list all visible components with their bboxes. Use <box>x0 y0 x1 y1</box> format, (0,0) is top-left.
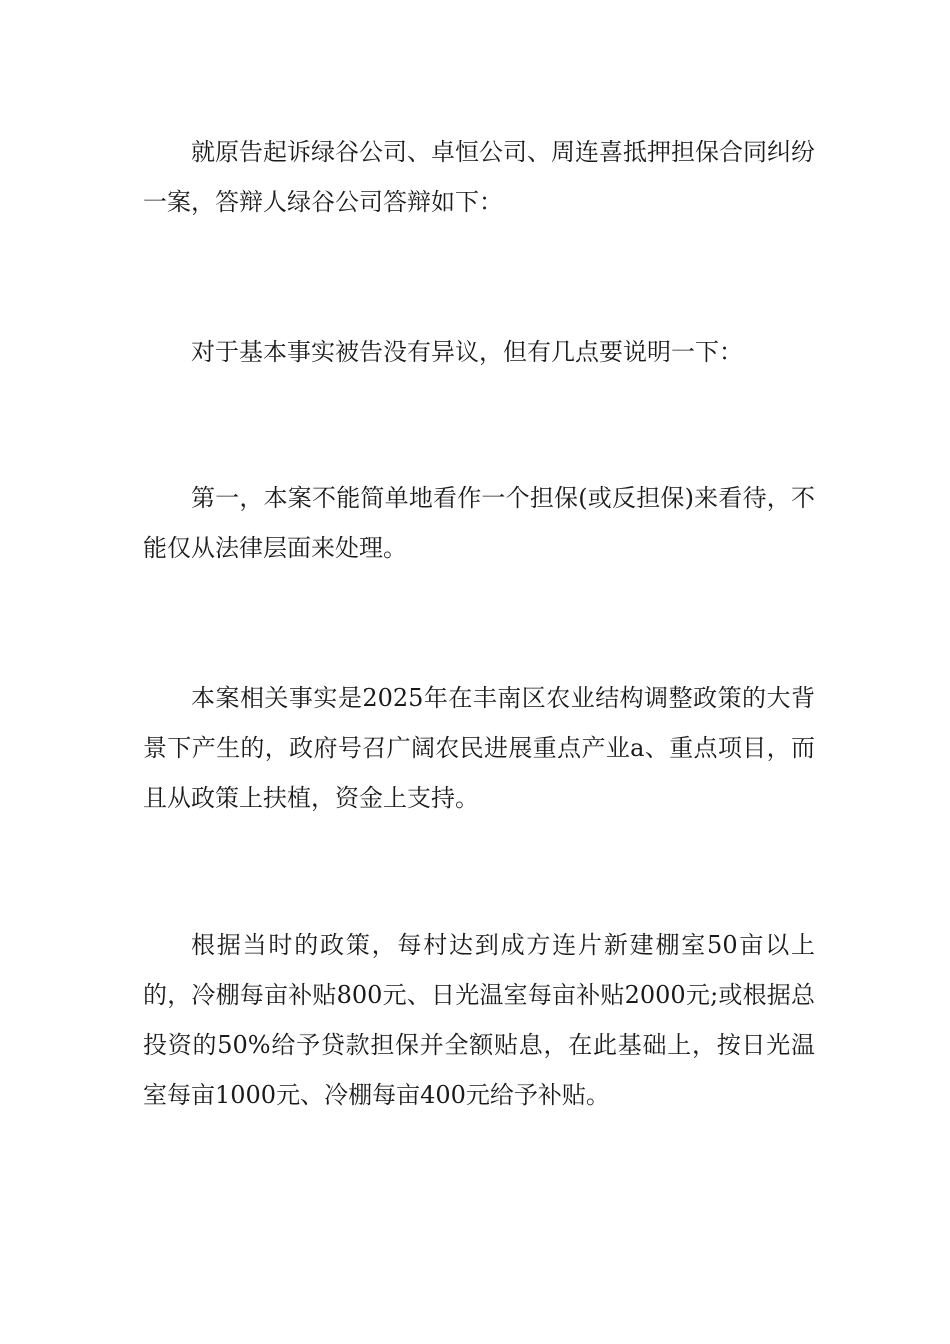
paragraph-no-objection: 对于基本事实被告没有异议，但有几点要说明一下： <box>191 338 743 366</box>
paragraph-policy: 根据当时的政策，每村达到成方连片新建棚室50亩以上的，冷棚每亩补贴800元、日光温室每亩补贴2000元;或根据总投资的50%给予贷款担保并全额贴息，在此基础上，按日光温室每亩1000元、冷棚每亩400元给予补贴。 <box>143 931 815 1109</box>
paragraph-point-one: 第一，本案不能简单地看作一个担保(或反担保)来看待，不能仅从法律层面来处理。 <box>143 484 815 562</box>
paragraph-background: 本案相关事实是2025年在丰南区农业结构调整政策的大背景下产生的，政府号召广阔农民进展重点产业a、重点项目，而且从政策上扶植，资金上支持。 <box>143 684 815 812</box>
paragraph-intro: 就原告起诉绿谷公司、卓恒公司、周连喜抵押担保合同纠纷一案，答辩人绿谷公司答辩如下： <box>143 138 815 216</box>
